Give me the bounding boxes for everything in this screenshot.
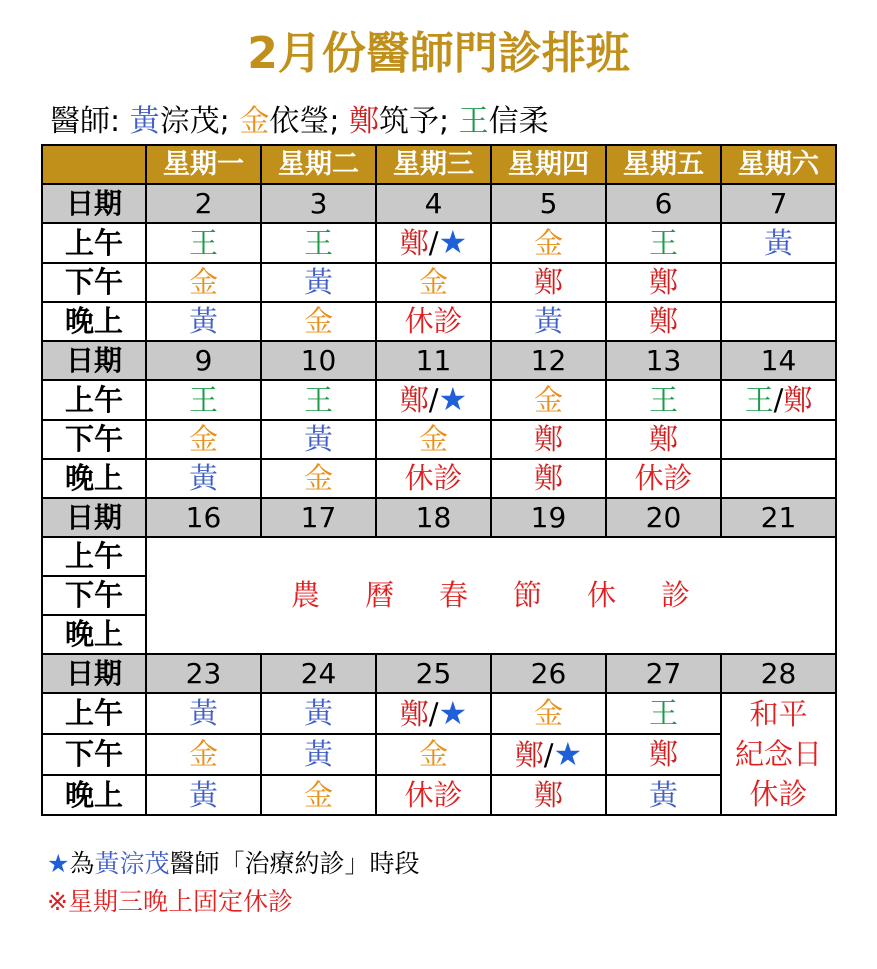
closed-text: 休診 [634, 461, 693, 495]
date-cell: 10 [261, 341, 376, 380]
schedule-cell [261, 263, 376, 302]
star-note [47, 845, 419, 883]
doctor-zheng: 鄭 [533, 422, 563, 456]
saturday-note-line: 休診 [749, 777, 808, 811]
doctor-huang: 黃 [303, 696, 333, 730]
star-icon: ★ [438, 693, 468, 732]
slot-row-eve [42, 775, 836, 815]
date-cell: 26 [491, 654, 606, 693]
doctor-huang: 黃 [188, 304, 218, 338]
date-cell: 7 [721, 184, 836, 223]
schedule-cell [146, 302, 261, 341]
schedule-cell [261, 223, 376, 263]
schedule-cell [491, 380, 606, 420]
slash: / [428, 383, 439, 417]
slot-row-am [42, 223, 836, 263]
schedule-cell [606, 734, 721, 775]
closed-text: 休診 [404, 461, 463, 495]
slot-row-eve [42, 302, 836, 341]
doctor-wang: 王 [744, 382, 774, 417]
doctor-jin: 金 [418, 737, 448, 771]
weekday-header: 星期四 [491, 145, 606, 184]
star-icon: ★ [553, 734, 583, 773]
legend-mark: 王 [458, 104, 489, 139]
weekday-header: 星期三 [376, 145, 491, 184]
date-cell: 23 [146, 654, 261, 693]
doctor-jin: 金 [418, 422, 448, 456]
date-cell: 27 [606, 654, 721, 693]
date-cell: 28 [721, 654, 836, 693]
doctor-huang: 黃 [303, 422, 333, 456]
weekday-header-row [42, 145, 836, 184]
date-cell: 2 [146, 184, 261, 223]
schedule-cell [491, 459, 606, 498]
legend-separator: ; [329, 104, 349, 139]
date-cell: 24 [261, 654, 376, 693]
schedule-cell [606, 263, 721, 302]
row-label-am: 上午 [42, 380, 146, 420]
wednesday-note: ※星期三晚上固定休診 [47, 887, 293, 916]
doctor-zheng: 鄭 [399, 383, 429, 417]
schedule-cell [261, 734, 376, 775]
legend-mark: 黃 [129, 104, 160, 139]
doctor-legend [50, 102, 549, 142]
legend-separator: ; [219, 104, 240, 139]
schedule-cell [721, 263, 836, 302]
doctor-zheng: 鄭 [514, 737, 544, 772]
row-label-date: 日期 [42, 341, 146, 380]
holiday-char: 診 [661, 578, 692, 612]
row-label-pm: 下午 [42, 576, 146, 615]
doctor-wang: 王 [303, 225, 333, 260]
closed-text: 休診 [404, 304, 463, 338]
doctor-huang: 黃 [648, 777, 678, 812]
schedule-cell [491, 420, 606, 459]
schedule-cell [606, 302, 721, 341]
date-cell: 3 [261, 184, 376, 223]
doctor-zheng: 鄭 [648, 265, 678, 299]
legend-name: 依瑩 [269, 104, 330, 139]
holiday-char: 春 [438, 578, 469, 612]
schedule-cell [606, 775, 721, 815]
row-label-am: 上午 [42, 537, 146, 576]
schedule-cell [146, 420, 261, 459]
schedule-cell [721, 420, 836, 459]
doctor-wang: 王 [188, 225, 218, 260]
schedule-cell [721, 302, 836, 341]
doctor-zheng: 鄭 [533, 461, 563, 495]
schedule-cell [261, 420, 376, 459]
holiday-char: 休 [587, 578, 618, 612]
legend-name: 淙茂 [159, 104, 220, 139]
schedule-cell [376, 420, 491, 459]
doctor-huang: 黃 [763, 225, 793, 260]
schedule-cell [606, 420, 721, 459]
date-cell: 25 [376, 654, 491, 693]
closed-text: 休診 [404, 777, 463, 812]
slot-row-pm [42, 420, 836, 459]
date-cell: 11 [376, 341, 491, 380]
row-label-pm: 下午 [42, 420, 146, 459]
holiday-char: 農 [290, 578, 321, 612]
schedule-cell [491, 693, 606, 734]
star-icon: ★ [438, 223, 468, 261]
slot-row-am [42, 380, 836, 420]
date-cell: 6 [606, 184, 721, 223]
schedule-cell [261, 302, 376, 341]
row-label-pm: 下午 [42, 263, 146, 302]
schedule-cell [491, 223, 606, 263]
doctor-zheng: 鄭 [648, 737, 678, 771]
schedule-cell [606, 223, 721, 263]
row-label-pm: 下午 [42, 734, 146, 775]
doctor-jin: 金 [533, 696, 563, 730]
date-row [42, 654, 836, 693]
doctor-zheng: 鄭 [533, 265, 563, 299]
schedule-cell [376, 380, 491, 420]
doctor-zheng: 鄭 [648, 304, 678, 338]
row-label-eve: 晚上 [42, 775, 146, 815]
schedule-cell [376, 734, 491, 775]
doctor-huang: 黃 [303, 265, 333, 299]
row-label-date: 日期 [42, 498, 146, 537]
schedule-cell [146, 734, 261, 775]
holiday-cell [146, 537, 836, 654]
schedule-cell [261, 459, 376, 498]
doctor-jin: 金 [303, 777, 333, 812]
legend-name: 信柔 [488, 104, 549, 139]
schedule-cell [261, 693, 376, 734]
doctor-jin: 金 [418, 265, 448, 299]
saturday-holiday-note [721, 693, 836, 815]
schedule-cell [261, 380, 376, 420]
doctor-jin: 金 [188, 422, 218, 456]
schedule-cell [146, 223, 261, 263]
doctor-wang: 王 [648, 382, 678, 417]
schedule-cell [146, 380, 261, 420]
holiday-char: 曆 [364, 578, 395, 612]
doctor-zheng: 鄭 [399, 226, 429, 260]
schedule-cell [491, 775, 606, 815]
schedule-cell [606, 380, 721, 420]
date-cell: 21 [721, 498, 836, 537]
legend-prefix: 醫師: [50, 104, 130, 139]
doctor-wang: 王 [303, 382, 333, 417]
schedule-cell [146, 459, 261, 498]
slot-row-pm [42, 734, 836, 775]
doctor-zheng: 鄭 [533, 777, 563, 812]
doctor-jin: 金 [303, 304, 333, 338]
doctor-huang: 黃 [533, 304, 563, 338]
weekday-header: 星期六 [721, 145, 836, 184]
date-row [42, 184, 836, 223]
schedule-cell [721, 459, 836, 498]
schedule-cell [376, 302, 491, 341]
doctor-huang: 黃 [188, 461, 218, 495]
slot-row-pm [42, 263, 836, 302]
date-cell: 5 [491, 184, 606, 223]
star-note-doctor: 黃淙茂 [94, 849, 170, 878]
schedule-table [41, 144, 837, 816]
doctor-huang: 黃 [303, 737, 333, 771]
schedule-cell [146, 775, 261, 815]
schedule-cell [721, 223, 836, 263]
doctor-jin: 金 [533, 225, 563, 260]
date-cell: 13 [606, 341, 721, 380]
weekday-header: 星期二 [261, 145, 376, 184]
doctor-jin: 金 [188, 737, 218, 771]
slash: / [428, 696, 439, 731]
star-icon: ★ [47, 849, 70, 878]
star-note-text1: 為 [69, 849, 95, 878]
slash: / [428, 226, 439, 260]
schedule-cell [606, 693, 721, 734]
date-row [42, 341, 836, 380]
legend-separator: ; [438, 104, 459, 139]
footnotes [47, 845, 419, 921]
row-label-date: 日期 [42, 184, 146, 223]
row-label-eve: 晚上 [42, 615, 146, 654]
saturday-note-line: 和平 [749, 697, 808, 731]
schedule-cell [376, 693, 491, 734]
page-title: 2月份醫師門診排班 [247, 28, 630, 79]
schedule-cell [491, 302, 606, 341]
weekday-header: 星期五 [606, 145, 721, 184]
row-label-am: 上午 [42, 693, 146, 734]
star-note-text2: 醫師「治療約診」時段 [169, 849, 420, 878]
date-cell: 18 [376, 498, 491, 537]
legend-mark: 金 [239, 104, 270, 139]
slash: / [773, 382, 784, 417]
doctor-huang: 黃 [188, 777, 218, 812]
date-cell: 16 [146, 498, 261, 537]
schedule-cell [261, 775, 376, 815]
date-cell: 20 [606, 498, 721, 537]
saturday-note-line: 紀念日 [734, 737, 822, 771]
schedule-cell [376, 775, 491, 815]
schedule-cell [376, 459, 491, 498]
slash: / [543, 737, 554, 772]
doctor-jin: 金 [188, 265, 218, 299]
slot-row-am [42, 537, 836, 576]
schedule-cell [491, 263, 606, 302]
schedule-cell [146, 693, 261, 734]
doctor-jin: 金 [303, 461, 333, 495]
doctor-zheng: 鄭 [648, 422, 678, 456]
doctor-zheng: 鄭 [399, 696, 429, 731]
doctor-wang: 王 [648, 696, 678, 730]
doctor-wang: 王 [188, 382, 218, 417]
schedule-cell [721, 380, 836, 420]
schedule-cell [146, 263, 261, 302]
schedule-cell [376, 263, 491, 302]
row-label-date: 日期 [42, 654, 146, 693]
header-corner [42, 145, 146, 184]
slot-row-am [42, 693, 836, 734]
date-cell: 12 [491, 341, 606, 380]
legend-name: 筑予 [378, 104, 439, 139]
doctor-huang: 黃 [188, 696, 218, 730]
legend-mark: 鄭 [348, 104, 379, 139]
date-cell: 17 [261, 498, 376, 537]
date-cell: 14 [721, 341, 836, 380]
slot-row-eve [42, 459, 836, 498]
doctor-jin: 金 [533, 382, 563, 417]
doctor-wang: 王 [648, 225, 678, 260]
row-label-am: 上午 [42, 223, 146, 263]
holiday-char: 節 [513, 578, 544, 612]
row-label-eve: 晚上 [42, 459, 146, 498]
doctor-zheng: 鄭 [783, 382, 813, 417]
weekday-header: 星期一 [146, 145, 261, 184]
date-cell: 9 [146, 341, 261, 380]
schedule-cell [491, 734, 606, 775]
schedule-cell [606, 459, 721, 498]
star-icon: ★ [438, 380, 468, 418]
date-cell: 19 [491, 498, 606, 537]
date-cell: 4 [376, 184, 491, 223]
date-row [42, 498, 836, 537]
row-label-eve: 晚上 [42, 302, 146, 341]
schedule-cell [376, 223, 491, 263]
